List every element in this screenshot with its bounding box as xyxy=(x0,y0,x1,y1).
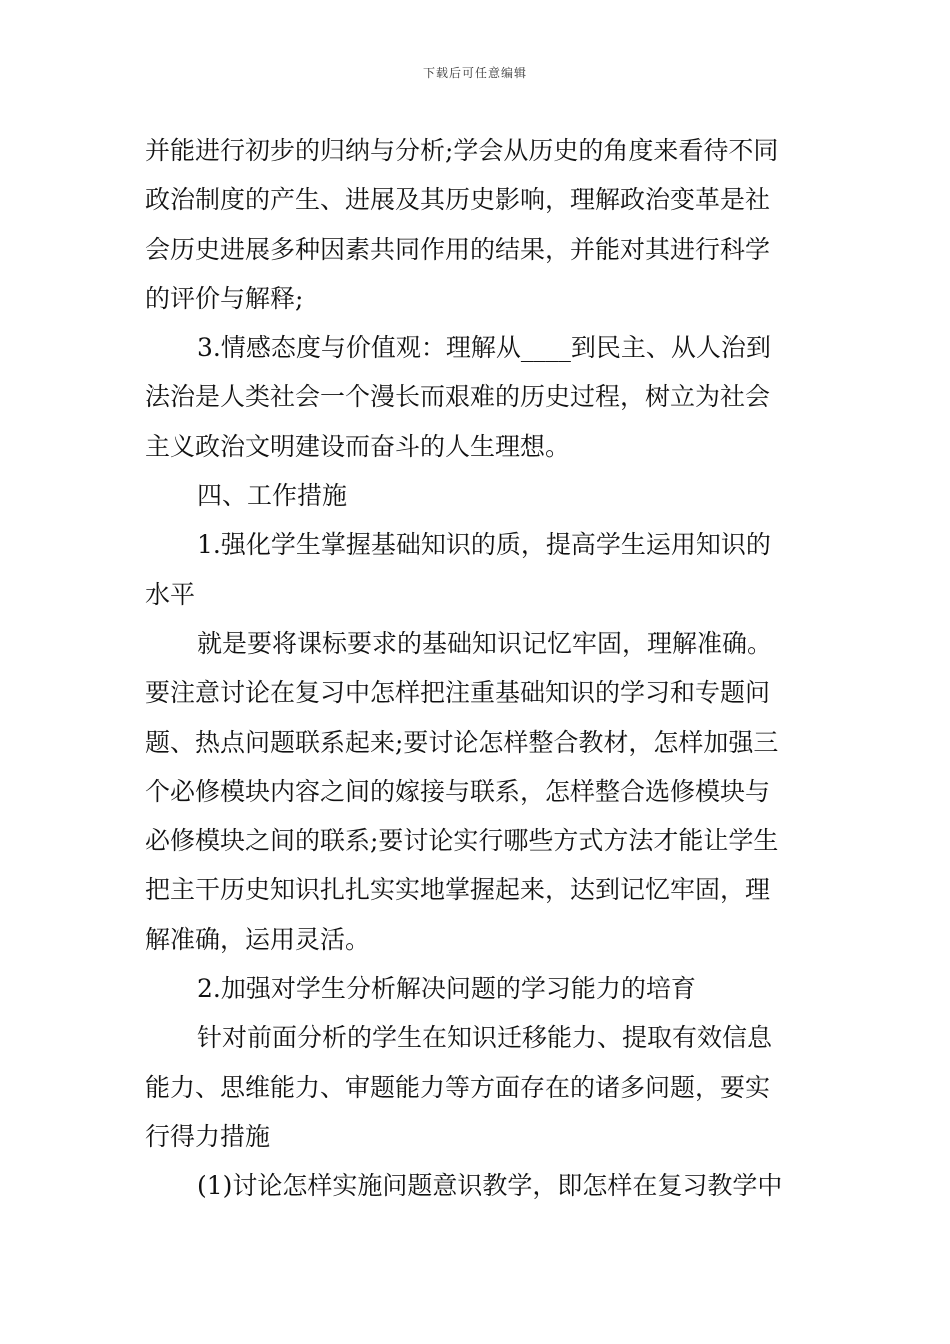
text-line: 2.加强对学生分析解决问题的学习能力的培育 xyxy=(197,974,696,1004)
text-line: (1)讨论怎样实施问题意识教学，即怎样在复习教学中 xyxy=(197,1171,783,1201)
text-line: 四、工作措施 xyxy=(197,481,348,511)
text-line: 主义政治文明建设而奋斗的人生理想。 xyxy=(145,431,571,461)
text-line: 法治是人类社会一个漫长而艰难的历史过程，树立为社会 xyxy=(145,382,771,412)
text-line: 行得力措施 xyxy=(145,1121,271,1151)
text-line: 3.情感态度与价值观：理解从____到民主、从人治到 xyxy=(197,333,771,363)
text-line: 必修模块之间的联系;要讨论实行哪些方式方法才能让学生 xyxy=(145,826,779,856)
text-line: 水平 xyxy=(145,579,196,609)
text-line: 就是要将课标要求的基础知识记忆牢固，理解准确。 xyxy=(197,628,773,658)
text-line: 解准确，运用灵活。 xyxy=(145,924,371,954)
text-line: 要注意讨论在复习中怎样把注重基础知识的学习和专题问 xyxy=(145,678,771,708)
text-line: 的评价与解释; xyxy=(145,283,304,313)
text-line: 并能进行初步的归纳与分析;学会从历史的角度来看待不同 xyxy=(145,136,779,165)
text-line: 政治制度的产生、进展及其历史影响，理解政治变革是社 xyxy=(145,185,771,215)
text-line: 针对前面分析的学生在知识迁移能力、提取有效信息 xyxy=(197,1023,773,1053)
text-line: 题、热点问题联系起来;要讨论怎样整合教材，怎样加强三 xyxy=(145,727,779,757)
text-line: 会历史进展多种因素共同作用的结果，并能对其进行科学 xyxy=(145,234,771,264)
text-line: 把主干历史知识扎扎实实地掌握起来，达到记忆牢固，理 xyxy=(145,875,771,905)
page-header: 下载后可任意编辑 xyxy=(422,66,527,80)
document-body xyxy=(145,126,810,1211)
text-line: 个必修模块内容之间的嫁接与联系，怎样整合选修模块与 xyxy=(145,776,771,806)
text-line: 1.强化学生掌握基础知识的质，提高学生运用知识的 xyxy=(197,530,771,560)
text-line: 能力、思维能力、审题能力等方面存在的诸多问题，要实 xyxy=(145,1072,771,1102)
